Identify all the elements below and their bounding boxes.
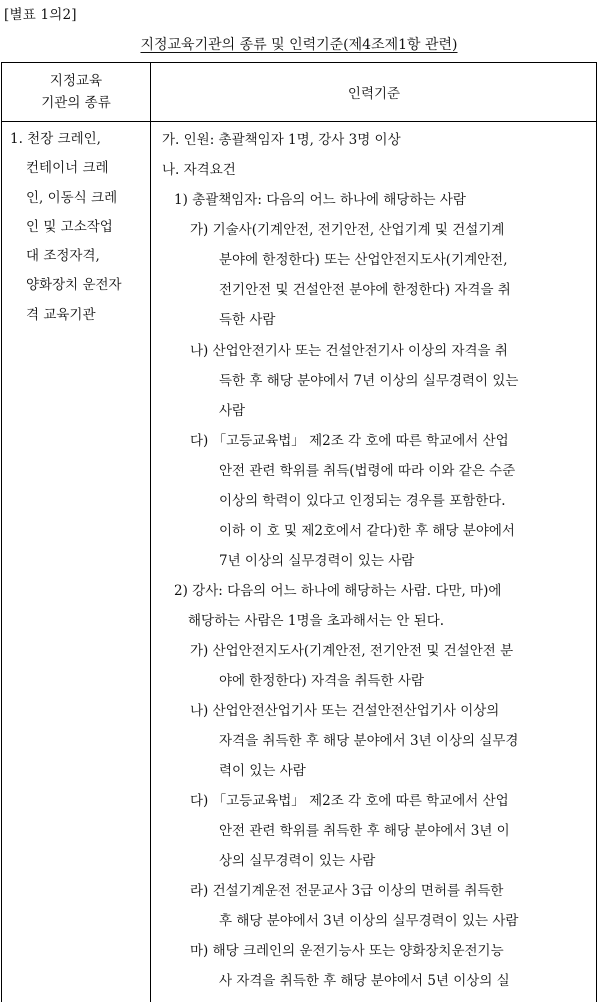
standards-line: 득한 후 해당 분야에서 7년 이상의 실무경력이 있는 bbox=[219, 373, 519, 389]
annex-label: [별표 1의2] bbox=[4, 7, 77, 23]
standards-line: 가) 기술사(기계안전, 전기안전, 산업기계 및 건설기계 bbox=[190, 222, 505, 238]
institution-type-line: 양화장치 운전자 bbox=[26, 277, 122, 294]
standards-line: 득한 사람 bbox=[219, 312, 276, 328]
standards-line: 안전 관련 학위를 취득한 후 해당 분야에서 3년 이 bbox=[219, 823, 510, 839]
standards-line: 야에 한정한다) 자격을 취득한 사람 bbox=[219, 673, 425, 689]
standards-line: 가) 산업안전지도사(기계안전, 전기안전 및 건설안전 분 bbox=[190, 643, 514, 659]
standards-line: 사람 bbox=[219, 403, 246, 419]
standards-line: 나) 산업안전기사 또는 건설안전기사 이상의 자격을 취 bbox=[190, 343, 508, 359]
standards-line: 가. 인원: 총괄책임자 1명, 강사 3명 이상 bbox=[162, 132, 401, 148]
standards-line: 안전 관련 학위를 취득(법령에 따라 이와 같은 수준 bbox=[219, 463, 516, 479]
standards-line: 라) 건설기계운전 전문교사 3급 이상의 면허를 취득한 bbox=[190, 883, 504, 899]
standards-line: 나. 자격요건 bbox=[162, 162, 236, 178]
standards-line: 나) 산업안전산업기사 또는 건설안전산업기사 이상의 bbox=[190, 703, 500, 719]
standards-line: 이하 이 호 및 제2호에서 같다)한 후 해당 분야에서 bbox=[219, 523, 515, 539]
standards-line: 2) 강사: 다음의 어느 하나에 해당하는 사람. 다만, 마)에 bbox=[174, 583, 502, 599]
standards-line: 해당하는 사람은 1명을 초과해서는 안 된다. bbox=[188, 613, 445, 629]
header-left-line-2: 기관의 종류 bbox=[41, 95, 111, 111]
institution-type-line: 인, 이동식 크레 bbox=[26, 189, 118, 206]
standards-line: 7년 이상의 실무경력이 있는 사람 bbox=[219, 553, 415, 569]
institution-type-line: 대 조정자격, bbox=[26, 248, 100, 265]
document-title: 지정교육기관의 종류 및 인력기준(제4조제1항 관련) bbox=[140, 37, 458, 53]
header-left-line-1: 지정교육 bbox=[49, 73, 103, 89]
standards-line: 자격을 취득한 후 해당 분야에서 3년 이상의 실무경 bbox=[219, 733, 519, 749]
standards-line: 사 자격을 취득한 후 해당 분야에서 5년 이상의 실 bbox=[219, 973, 510, 989]
standards-table bbox=[1, 62, 597, 1002]
institution-type-line: 컨테이너 크레 bbox=[26, 160, 109, 177]
staff-standards-cell bbox=[2, 63, 597, 1002]
header-staff-standards: 인력기준 bbox=[347, 86, 401, 102]
standards-line: 마) 해당 크레인의 운전기능사 또는 양화장치운전기능 bbox=[190, 943, 504, 959]
standards-line: 이상의 학력이 있다고 인정되는 경우를 포함한다. bbox=[219, 493, 506, 509]
standards-line: 다) 「고등교육법」 제2조 각 호에 따른 학교에서 산업 bbox=[190, 433, 509, 449]
standards-line: 후 해당 분야에서 3년 이상의 실무경력이 있는 사람 bbox=[219, 913, 519, 929]
standards-line: 다) 「고등교육법」 제2조 각 호에 따른 학교에서 산업 bbox=[190, 793, 509, 809]
institution-type-line: 1. 천장 크레인, bbox=[10, 131, 101, 147]
standards-line: 상의 실무경력이 있는 사람 bbox=[219, 853, 376, 869]
standards-line: 1) 총괄책임자: 다음의 어느 하나에 해당하는 사람 bbox=[174, 192, 466, 208]
standards-line: 분야에 한정한다) 또는 산업안전지도사(기계안전, bbox=[219, 252, 508, 268]
standards-line: 력이 있는 사람 bbox=[219, 763, 306, 779]
standards-line: 전기안전 및 건설안전 분야에 한정한다) 자격을 취 bbox=[219, 282, 511, 298]
institution-type-line: 인 및 고소작업 bbox=[26, 218, 113, 235]
institution-type-line: 격 교육기관 bbox=[26, 306, 96, 323]
